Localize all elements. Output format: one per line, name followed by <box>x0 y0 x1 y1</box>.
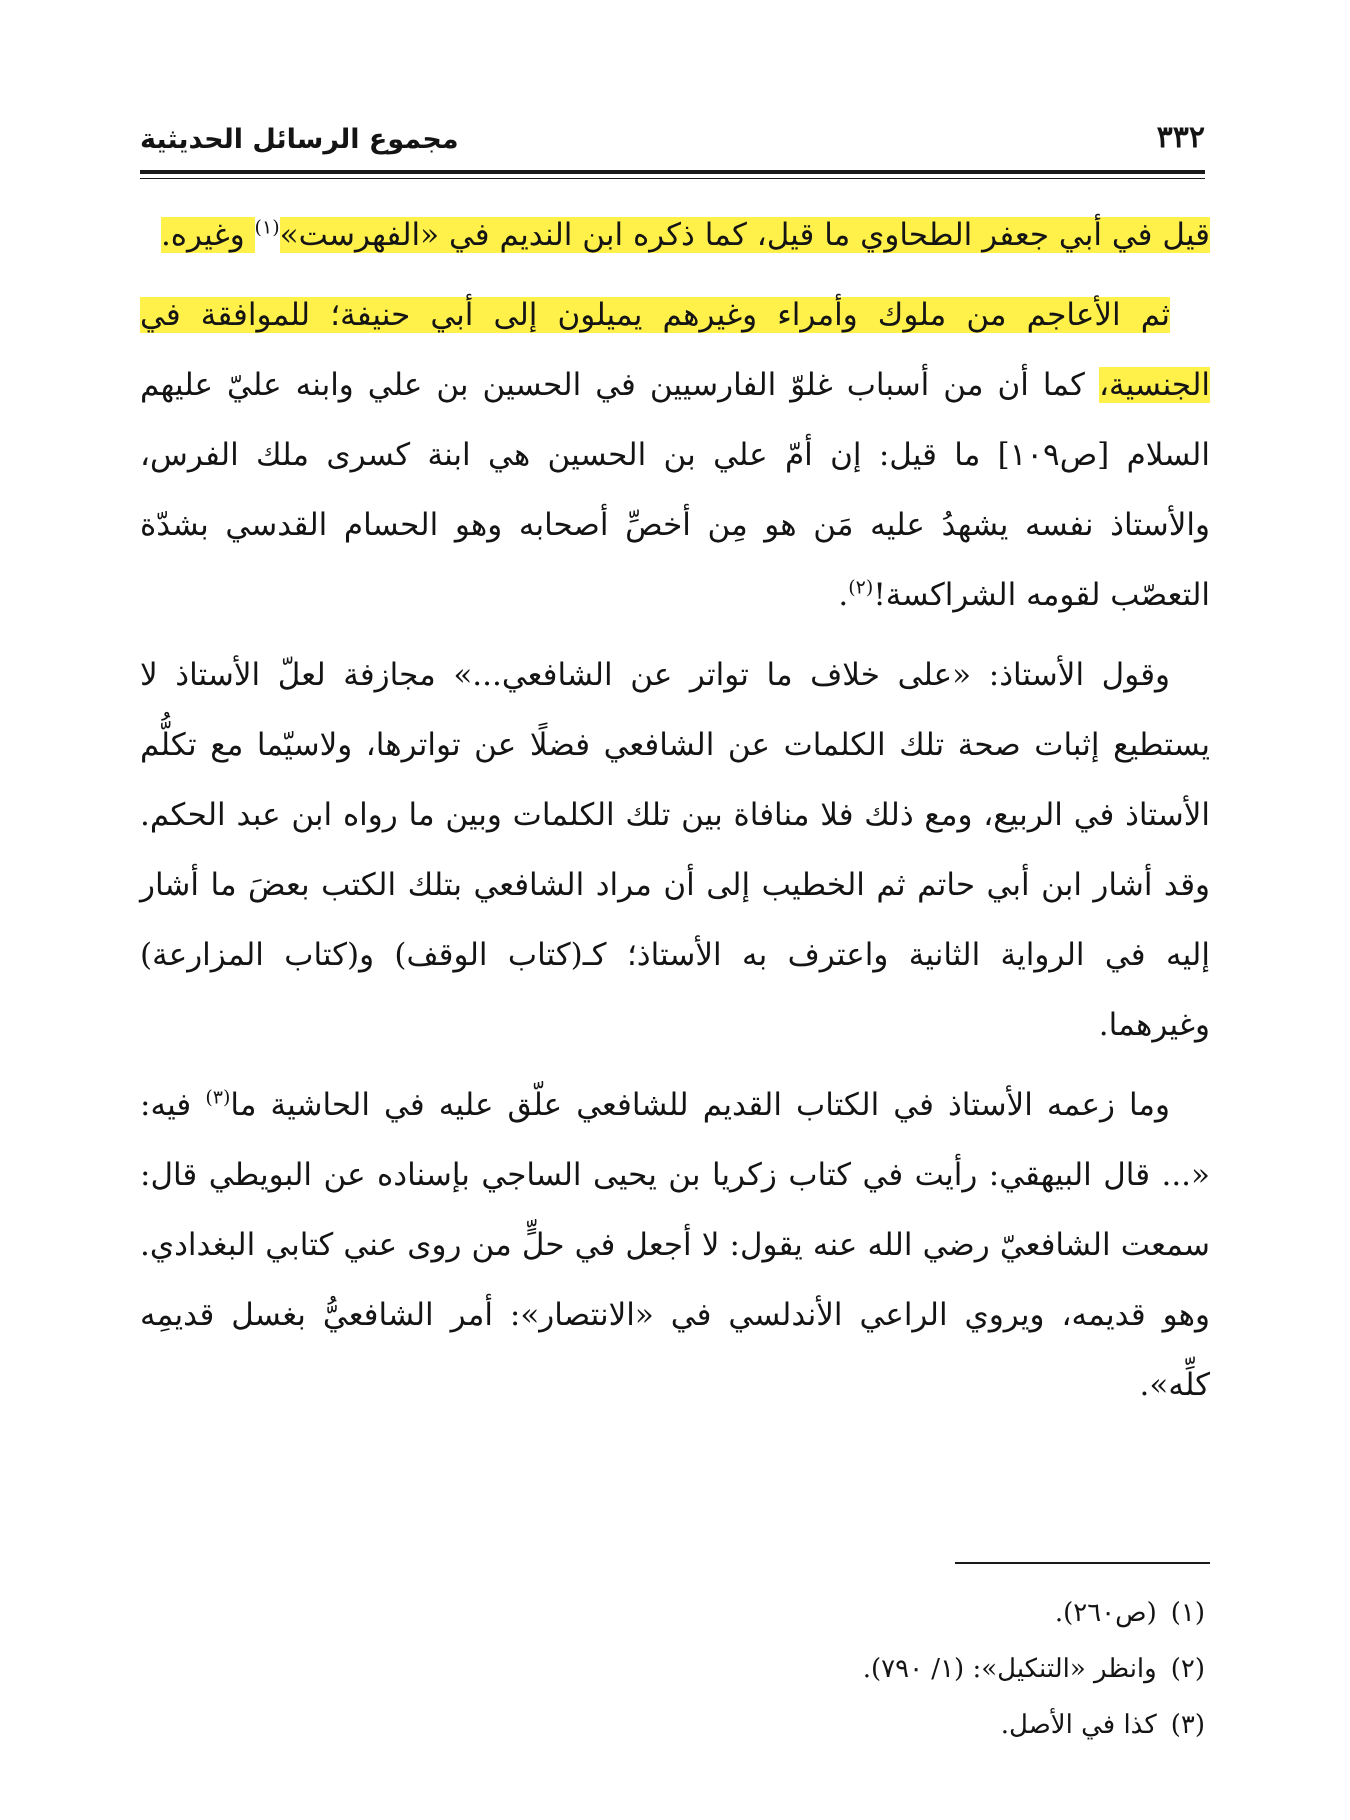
highlighted-text: وغيره. <box>160 217 255 253</box>
page-header <box>140 118 1205 168</box>
footnote-1 <box>140 1585 1205 1641</box>
paragraph-1 <box>140 200 1210 270</box>
footnote-number: (١) <box>1170 1598 1205 1628</box>
paragraph-3 <box>140 640 1210 1060</box>
footnote-ref-3: (٣) <box>205 1086 231 1109</box>
highlighted-text: قيل في أبي جعفر الطحاوي ما قيل، كما ذكره ابن النديم في «الفهرست» <box>279 217 1210 253</box>
page-number: ٣٣٢ <box>1156 120 1205 155</box>
footnote-number: (٣) <box>1170 1710 1205 1740</box>
footnotes <box>140 1585 1205 1753</box>
footnote-ref-2: (٢) <box>848 576 874 599</box>
footnote-text: كذا في الأصل. <box>1000 1710 1157 1740</box>
footnote-text: وانظر «التنكيل»: (١/ ٧٩٠). <box>862 1654 1157 1684</box>
footnote-number: (٢) <box>1170 1654 1205 1684</box>
paragraph-text: وما زعمه الأستاذ في الكتاب القديم للشافعي علّق عليه في الحاشية ما <box>230 1087 1171 1123</box>
header-rule-thin <box>140 178 1205 179</box>
running-title: مجموع الرسائل الحديثية <box>140 124 459 155</box>
highlighted-text: ثم الأعاجم من ملوك وأمراء وغيرهم يميلون إلى أبي حنيفة؛ للموافقة في الجنسية، <box>140 297 1210 403</box>
paragraph-text: كما أن من أسباب غلوّ الفارسيين في الحسين بن علي وابنه عليّ عليهم السلام [ص١٠٩] ما قيل: إن أمّ علي بن الحسين هي ابنة كسرى ملك الفرس، والأستاذ نفسه يشهدُ عليه مَن هو مِن أخصِّ أصحابه وهو الحسام القدسي بشدّة التعصّب لقومه الشراكسة! <box>140 367 1210 613</box>
paragraph-text: وقول الأستاذ: «على خلاف ما تواتر عن الشافعي...» مجازفة لعلّ الأستاذ لا يستطيع إثبات صحة تلك الكلمات عن الشافعي فضلًا عن تواترها، ولاسيّما مع تكلُّم الأستاذ في الربيع، ومع ذلك فلا منافاة بين تلك الكلمات وبين ما رواه ابن عبد الحكم. وقد أشار ابن أبي حاتم ثم الخطيب إلى أن مراد الشافعي بتلك الكتب بعضَ ما أشار إليه في الرواية الثانية واعترف به الأستاذ؛ كـ(كتاب الوقف) و(كتاب المزارعة) وغيرهما. <box>140 657 1210 1043</box>
paragraph-4 <box>140 1070 1210 1420</box>
paragraph-end: . <box>838 577 849 613</box>
body-text <box>140 200 1210 1430</box>
footnote-text: (ص٢٦٠). <box>1054 1598 1157 1628</box>
footnote-ref-1: (١) <box>254 216 280 239</box>
footnote-2 <box>140 1641 1205 1697</box>
footnote-separator <box>955 1562 1210 1564</box>
footnote-3 <box>140 1697 1205 1753</box>
paragraph-2 <box>140 280 1210 630</box>
paragraph-text: فيه: «... قال البيهقي: رأيت في كتاب زكريا بن يحيى الساجي بإسناده عن البويطي قال: سمعت الشافعيّ رضي الله عنه يقول: لا أجعل في حلٍّ من روى عني كتابي البغدادي. وهو قديمه، ويروي الراعي الأندلسي في «الانتصار»: أمر الشافعيُّ بغسل قديمِه كلِّه». <box>140 1087 1211 1403</box>
header-rule-thick <box>140 170 1205 174</box>
